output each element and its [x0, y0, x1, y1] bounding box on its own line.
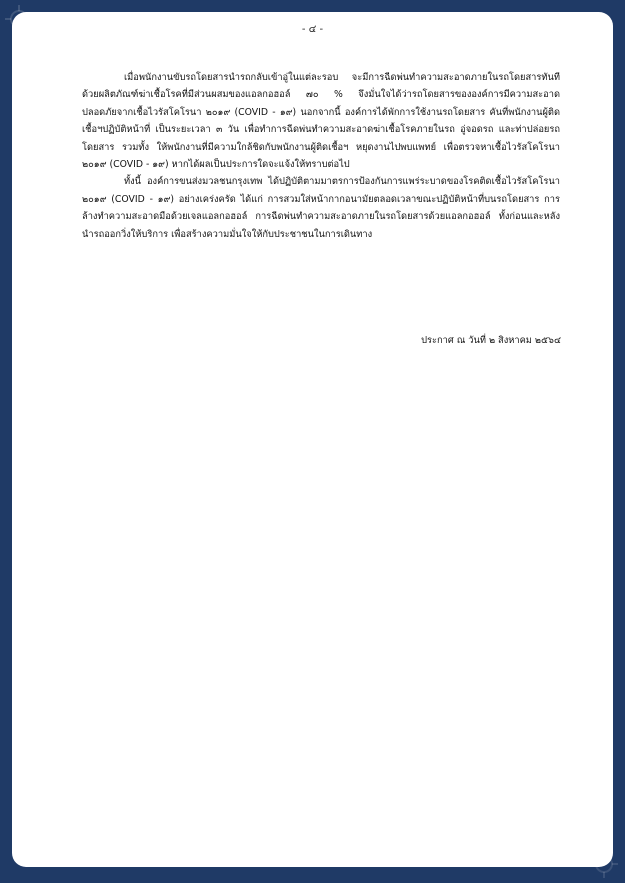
document-page	[12, 12, 613, 867]
paragraph-prevention-measures: ทั้งนี้ องค์การขนส่งมวลชนกรุงเทพ ได้ปฏิบัติตามมาตรการป้องกันการแพร่ระบาดของโรคติดเชื้อไวรัสโคโรนา ๒๐๑๙ (COVID - ๑๙) อย่างเคร่งครัด ได้แก่ การสวมใส่หน้ากากอนามัยตลอดเวลาขณะปฏิบัติหน้าที่บนรถโดยสาร การล้างทำความสะอาดมือด้วยเจลแอลกอฮอล์ การฉีดพ่นทำความสะอาดภายในรถโดยสารด้วยแอลกอฮอล์ ทั้งก่อนและหลังนำรถออกวิ่งให้บริการ เพื่อสร้างความมั่นใจให้กับประชาชนในการเดินทาง	[82, 176, 560, 240]
paragraph-cleaning-measures: เมื่อพนักงานขับรถโดยสารนำรถกลับเข้าอู่ในแต่ละรอบ จะมีการฉีดพ่นทำความสะอาดภายในรถโดยสารทันทีด้วยผลิตภัณฑ์ฆ่าเชื้อโรคที่มีส่วนผสมของแอลกอฮอล์ ๗๐ % จึงมั่นใจได้ว่ารถโดยสารขององค์การมีความสะอาด ปลอดภัยจากเชื้อไวรัสโคโรนา ๒๐๑๙ (COVID - ๑๙) นอกจากนี้ องค์การได้พักการใช้งานรถโดยสาร คันที่พนักงานผู้ติดเชื้อฯปฏิบัติหน้าที่ เป็นระยะเวลา ๓ วัน เพื่อทำการฉีดพ่นทำความสะอาดฆ่าเชื้อโรคภายในรถ อู่จอดรถ และท่าปล่อยรถโดยสาร รวมทั้ง ให้พนักงานที่มีความใกล้ชิดกับพนักงานผู้ติดเชื้อฯ หยุดงานไปพบแพทย์ เพื่อตรวจหาเชื้อไวรัสโคโรนา ๒๐๑๙ (COVID - ๑๙) หากได้ผลเป็นประการใดจะแจ้งให้ทราบต่อไป	[82, 72, 560, 171]
page-number: - ๔ -	[301, 24, 324, 35]
announcement-date: ประกาศ ณ วันที่ ๒ สิงหาคม ๒๕๖๔	[421, 335, 561, 346]
document-body	[82, 69, 560, 243]
